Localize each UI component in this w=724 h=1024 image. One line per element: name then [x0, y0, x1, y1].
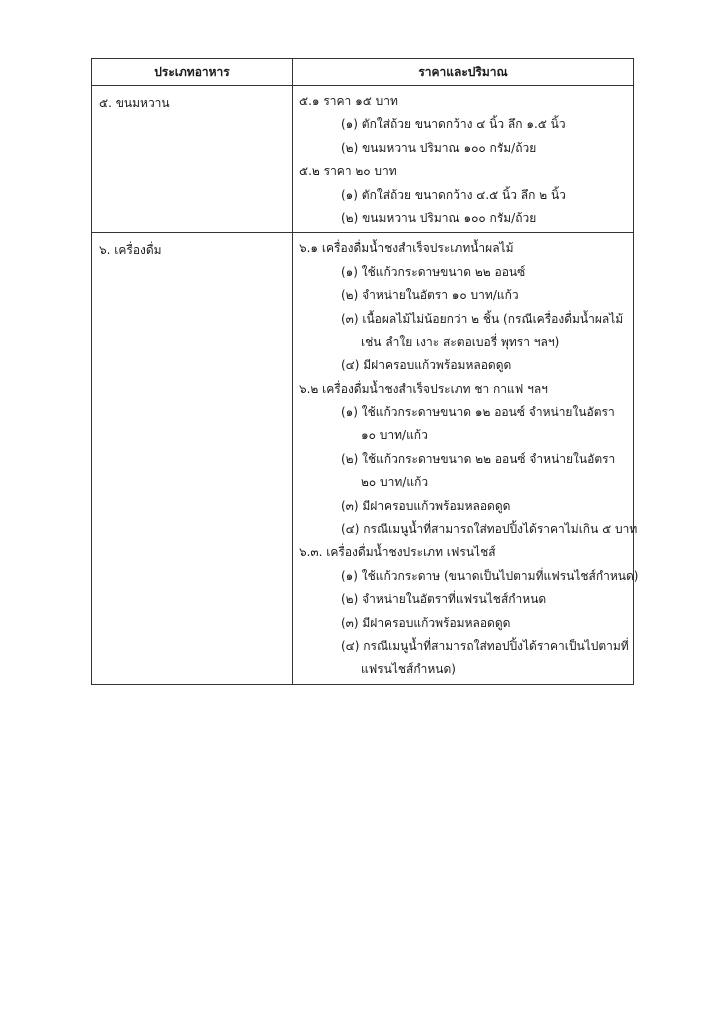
details-cell — [293, 86, 634, 233]
category-label: ๖. เครื่องดื่ม — [99, 243, 162, 258]
item-heading: ๖.๓. เครื่องดื่มน้ำชงประเภท เฟรนไชส์ — [299, 545, 496, 560]
item-detail: (๔) กรณีเมนูน้ำที่สามารถใส่ทอปปิ้งได้ราคาไม่เกิน ๕ บาท — [341, 522, 638, 537]
item-detail: ๒๐ บาท/แก้ว — [361, 475, 429, 490]
item-detail: (๒) ขนมหวาน ปริมาณ ๑๐๐ กรัม/ถ้วย — [341, 210, 537, 225]
item-detail: (๒) จำหน่ายในอัตราที่แฟรนไชส์กำหนด — [341, 592, 547, 607]
item-detail: (๑) ใช้แก้วกระดาษขนาด ๒๒ ออนซ์ — [341, 264, 526, 279]
table-row — [92, 233, 634, 684]
header-food-type: ประเภทอาหาร — [92, 59, 293, 86]
item-detail: (๑) ใช้แก้วกระดาษ (ขนาดเป็นไปตามที่แฟรนไชส์กำหนด) — [341, 568, 639, 583]
item-detail: (๑) ตักใส่ถ้วย ขนาดกว้าง ๔.๕ นิ้ว ลึก ๒ นิ้ว — [341, 187, 566, 202]
category-label: ๕. ขนมหวาน — [99, 96, 170, 110]
item-heading: ๕.๒ ราคา ๒๐ บาท — [299, 164, 397, 179]
item-detail: ๑๐ บาท/แก้ว — [361, 428, 428, 443]
item-heading: ๕.๑ ราคา ๑๕ บาท — [299, 94, 398, 108]
item-detail: แฟรนไชส์กำหนด) — [361, 662, 456, 677]
item-heading: ๖.๒ เครื่องดื่มน้ำชงสำเร็จประเภท ชา กาแฟ ฯลฯ — [299, 381, 548, 396]
item-detail: เช่น ลำใย เงาะ สะตอเบอรี่ พุทรา ฯลฯ) — [361, 334, 560, 349]
item-detail: (๒) ใช้แก้วกระดาษขนาด ๒๒ ออนซ์ จำหน่ายในอัตรา — [341, 451, 616, 466]
header-price-quantity: ราคาและปริมาณ — [293, 59, 634, 86]
item-heading: ๖.๑ เครื่องดื่มน้ำชงสำเร็จประเภทน้ำผลไม้ — [299, 241, 514, 256]
table-row — [92, 86, 634, 233]
item-detail: (๒) จำหน่ายในอัตรา ๑๐ บาท/แก้ว — [341, 288, 519, 303]
item-detail: (๑) ใช้แก้วกระดาษขนาด ๑๒ ออนซ์ จำหน่ายในอัตรา — [341, 405, 615, 420]
item-detail: (๓) เนื้อผลไม้ไม่น้อยกว่า ๒ ชิ้น (กรณีเครื่องดื่มน้ำผลไม้ — [341, 311, 624, 326]
item-detail: (๑) ตักใส่ถ้วย ขนาดกว้าง ๔ นิ้ว ลึก ๑.๕ นิ้ว — [341, 117, 566, 132]
item-detail: (๔) มีฝาครอบแก้วพร้อมหลอดดูด — [341, 358, 512, 373]
item-detail: (๔) กรณีเมนูน้ำที่สามารถใส่ทอปปิ้งได้ราคาเป็นไปตามที่ — [341, 638, 629, 653]
table-header-row — [92, 59, 634, 86]
category-cell — [92, 86, 293, 233]
item-detail: (๓) มีฝาครอบแก้วพร้อมหลอดดูด — [341, 498, 511, 513]
food-price-table — [91, 58, 639, 685]
item-detail: (๓) มีฝาครอบแก้วพร้อมหลอดดูด — [341, 615, 511, 630]
details-cell — [293, 233, 639, 684]
item-detail: (๒) ขนมหวาน ปริมาณ ๑๐๐ กรัม/ถ้วย — [341, 140, 537, 155]
category-cell — [92, 233, 293, 684]
